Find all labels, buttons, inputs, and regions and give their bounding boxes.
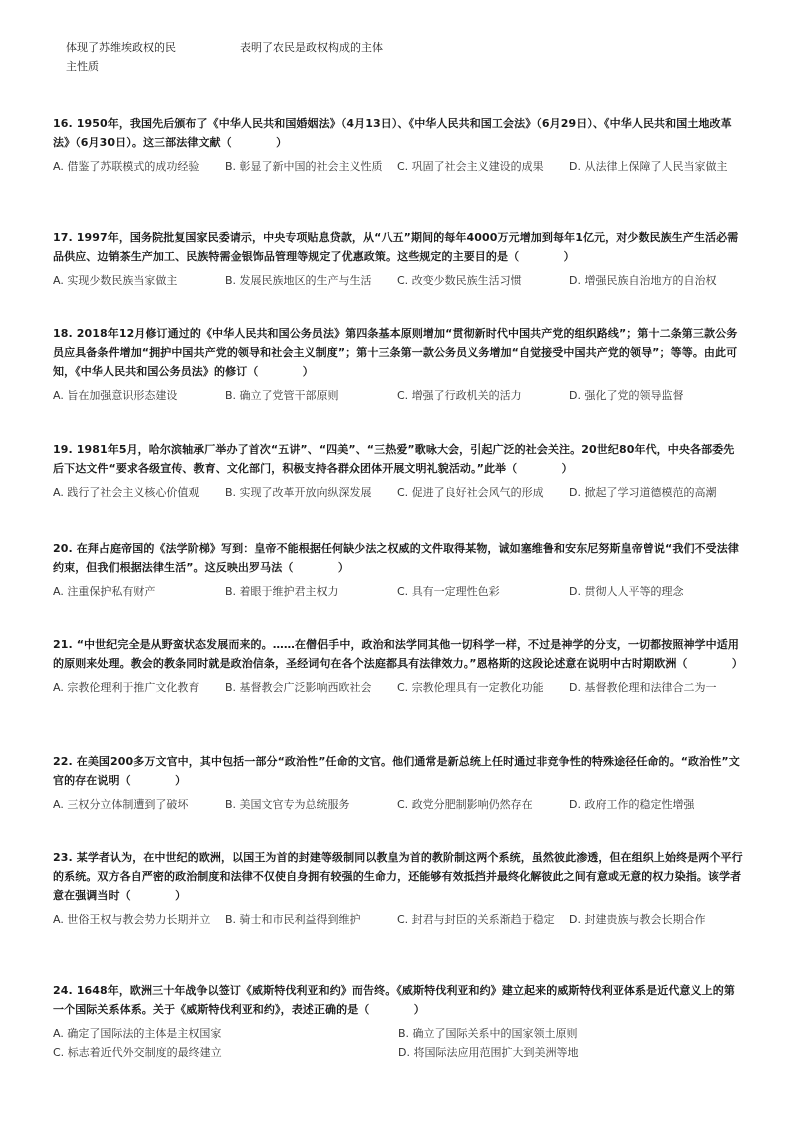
option-text: 发展民族地区的生产与生活 — [239, 274, 372, 287]
option-text: 确立了党管干部原则 — [239, 389, 339, 402]
option-text: 基督教伦理和法律合二为一 — [584, 681, 717, 694]
option-letter: A. — [53, 585, 68, 598]
question-stem: 16. 1950年，我国先后颁布了《中华人民共和国婚姻法》（4月13日）、《中华人民共和国工会法》（6月29日）、《中华人民共和国土地改革法》（6月30日）。这三部法律文献（ ） — [53, 117, 732, 149]
fragment-option-c: 体现了苏维埃政权的民主性质 — [66, 41, 176, 73]
option-letter: D. — [569, 798, 585, 811]
option-letter: D. — [398, 1046, 414, 1059]
question-22 — [53, 752, 743, 814]
option-b[interactable] — [225, 484, 397, 502]
option-c[interactable] — [397, 484, 569, 502]
option-letter: B. — [225, 585, 240, 598]
options — [53, 583, 743, 601]
options — [53, 484, 743, 502]
option-text: 增强民族自治地方的自治权 — [584, 274, 717, 287]
option-a[interactable] — [53, 272, 225, 290]
option-text: 确定了国际法的主体是主权国家 — [67, 1027, 222, 1040]
option-text: 确立了国际关系中的国家领土原则 — [412, 1027, 578, 1040]
question-stem: 20. 在拜占庭帝国的《法学阶梯》写到：皇帝不能根据任何缺少法之权威的文件取得某物，诚如塞维鲁和安东尼努斯皇帝曾说“我们不受法律约束，但我们根据法律生活”。这反映出罗马法（ ） — [53, 542, 739, 574]
option-text: 封君与封臣的关系渐趋于稳定 — [411, 913, 555, 926]
option-d[interactable] — [569, 484, 743, 502]
option-text: 改变少数民族生活习惯 — [411, 274, 522, 287]
option-b[interactable] — [225, 158, 397, 176]
option-c[interactable] — [397, 911, 569, 929]
options — [53, 158, 743, 176]
option-c[interactable] — [53, 1044, 398, 1062]
option-letter: B. — [398, 1027, 413, 1040]
option-letter: D. — [569, 913, 585, 926]
option-d[interactable] — [569, 679, 743, 697]
option-d[interactable] — [569, 387, 743, 405]
option-text: 实现了改革开放向纵深发展 — [239, 486, 372, 499]
option-letter: D. — [569, 486, 585, 499]
option-d[interactable] — [398, 1044, 743, 1062]
option-a[interactable] — [53, 911, 225, 929]
option-letter: B. — [225, 160, 240, 173]
question-stem: 17. 1997年，国务院批复国家民委请示，中央专项贴息贷款，从“八五”期间的每年4000万元增加到每年1亿元，对少数民族生产生活必需品供应、边销茶生产加工、民族特需金银饰品管理等规定了优惠政策。这些规定的主要目的是（ ） — [53, 231, 739, 263]
question-stem: 24. 1648年，欧洲三十年战争以签订《威斯特伐利亚和约》而告终。《威斯特伐利亚和约》建立起来的威斯特伐利亚体系是近代意义上的第一个国际关系体系。关于《威斯特伐利亚和约》，表述正确的是（ ） — [53, 984, 735, 1016]
option-letter: C. — [397, 585, 412, 598]
option-a[interactable] — [53, 583, 225, 601]
option-c[interactable] — [397, 679, 569, 697]
option-text: 促进了良好社会风气的形成 — [411, 486, 544, 499]
options — [53, 911, 743, 929]
option-letter: B. — [225, 274, 240, 287]
options — [53, 796, 743, 814]
option-d[interactable] — [569, 583, 743, 601]
option-text: 实现少数民族当家做主 — [67, 274, 178, 287]
question-18 — [53, 324, 743, 405]
option-text: 掀起了学习道德模范的高潮 — [584, 486, 717, 499]
option-text: 基督教会广泛影响西欧社会 — [239, 681, 372, 694]
option-c[interactable] — [397, 272, 569, 290]
question-stem: 23. 某学者认为，在中世纪的欧洲，以国王为首的封建等级制同以教皇为首的教阶制这两个系统，虽然彼此渗透，但在组织上始终是两个平行的系统。双方各自严密的政治制度和法律不仅使自身拥有较强的生命力，还能够有效抵挡并最终化解彼此之间有意或无意的权力染指。该学者意在强调当时（ ） — [53, 851, 743, 902]
option-letter: B. — [225, 798, 240, 811]
option-a[interactable] — [53, 796, 225, 814]
option-text: 着眼于维护君主权力 — [239, 585, 339, 598]
option-letter: B. — [225, 913, 240, 926]
option-text: 骑士和市民利益得到维护 — [239, 913, 361, 926]
option-b[interactable] — [225, 272, 397, 290]
option-c[interactable] — [397, 583, 569, 601]
option-a[interactable] — [53, 387, 225, 405]
option-text: 封建贵族与教会长期合作 — [584, 913, 706, 926]
question-24 — [53, 981, 743, 1062]
option-letter: B. — [225, 681, 240, 694]
option-a[interactable] — [53, 679, 225, 697]
option-d[interactable] — [569, 796, 743, 814]
option-text: 注重保护私有财产 — [67, 585, 156, 598]
option-letter: A. — [53, 274, 68, 287]
option-letter: C. — [397, 389, 412, 402]
question-stem: 19. 1981年5月，哈尔滨轴承厂举办了首次“五讲”、“四美”、“三热爱”歌咏大会，引起广泛的社会关注。20世纪80年代，中央各部委先后下达文件“要求各级宣传、教育、文化部门，积极支持各群众团体开展文明礼貌活动。”此举（ ） — [53, 443, 735, 475]
option-letter: D. — [569, 585, 585, 598]
options — [53, 1025, 743, 1062]
option-text: 具有一定理性色彩 — [411, 585, 500, 598]
option-letter: A. — [53, 1027, 68, 1040]
option-letter: C. — [397, 798, 412, 811]
option-letter: D. — [569, 274, 585, 287]
question-20 — [53, 539, 743, 601]
option-letter: D. — [569, 389, 585, 402]
question-17 — [53, 228, 743, 290]
question-stem: 22. 在美国200多万文官中，其中包括一部分“政治性”任命的文官。他们通常是新总统上任时通过非竞争性的特殊途径任命的。“政治性”文官的存在说明（ ） — [53, 755, 740, 787]
question-stem: 18. 2018年12月修订通过的《中华人民共和国公务员法》第四条基本原则增加“贯彻新时代中国共产党的组织路线”；第十二条第三款公务员应具备条件增加“拥护中国共产党的领导和社会主义制度”；第十三条第一款公务员义务增加“自觉接受中国共产党的领导”；等等。由此可知，《中华人民共和国公务员法》的修订（ ） — [53, 327, 738, 378]
options — [53, 387, 743, 405]
question-16 — [53, 114, 743, 176]
option-letter: D. — [569, 160, 585, 173]
option-text: 宗教伦理利于推广文化教育 — [67, 681, 200, 694]
option-c[interactable] — [397, 796, 569, 814]
option-text: 践行了社会主义核心价值观 — [67, 486, 200, 499]
option-c[interactable] — [397, 387, 569, 405]
option-text: 标志着近代外交制度的最终建立 — [67, 1046, 222, 1059]
option-letter: A. — [53, 389, 68, 402]
option-text: 将国际法应用范围扩大到美洲等地 — [413, 1046, 579, 1059]
option-a[interactable] — [53, 158, 225, 176]
options — [53, 272, 743, 290]
option-b[interactable] — [398, 1025, 743, 1043]
option-text: 三权分立体制遭到了破坏 — [67, 798, 189, 811]
option-text: 从法律上保障了人民当家做主 — [584, 160, 728, 173]
option-text: 彰显了新中国的社会主义性质 — [239, 160, 383, 173]
option-text: 贯彻人人平等的理念 — [584, 585, 684, 598]
option-letter: A. — [53, 160, 68, 173]
option-text: 政府工作的稳定性增强 — [584, 798, 695, 811]
option-text: 巩固了社会主义建设的成果 — [411, 160, 544, 173]
option-c[interactable] — [397, 158, 569, 176]
option-letter: C. — [397, 913, 412, 926]
option-b[interactable] — [225, 796, 397, 814]
option-letter: B. — [225, 389, 240, 402]
option-letter: C. — [397, 486, 412, 499]
option-letter: A. — [53, 681, 68, 694]
option-d[interactable] — [569, 911, 743, 929]
option-text: 美国文官专为总统服务 — [239, 798, 350, 811]
question-21 — [53, 635, 743, 697]
fragment-option-d: 表明了农民是政权构成的主体 — [240, 41, 383, 54]
option-letter: A. — [53, 798, 68, 811]
option-letter: C. — [397, 160, 412, 173]
question-19 — [53, 440, 743, 502]
option-letter: C. — [397, 274, 412, 287]
option-letter: D. — [569, 681, 585, 694]
option-d[interactable] — [569, 158, 743, 176]
option-letter: C. — [397, 681, 412, 694]
option-text: 增强了行政机关的活力 — [411, 389, 522, 402]
option-text: 旨在加强意识形态建设 — [67, 389, 178, 402]
option-b[interactable] — [225, 679, 397, 697]
option-letter: A. — [53, 913, 68, 926]
option-a[interactable] — [53, 1025, 398, 1043]
question-stem: 21. “中世纪完全是从野蛮状态发展而来的。……在僧侣手中，政治和法学同其他一切科学一样，不过是神学的分支，一切都按照神学中适用的原则来处理。教会的教条同时就是政治信条，圣经词句在各个法庭都具有法律效力。”恩格斯的这段论述意在说明中古时期欧洲（ ） — [53, 638, 744, 670]
option-text: 宗教伦理具有一定教化功能 — [411, 681, 544, 694]
option-text: 世俗王权与教会势力长期并立 — [67, 913, 211, 926]
option-b[interactable] — [225, 387, 397, 405]
option-b[interactable] — [225, 911, 397, 929]
options — [53, 679, 743, 697]
question-23 — [53, 848, 743, 929]
option-a[interactable] — [53, 484, 225, 502]
option-letter: A. — [53, 486, 68, 499]
option-text: 强化了党的领导监督 — [584, 389, 684, 402]
option-b[interactable] — [225, 583, 397, 601]
option-text: 政党分肥制影响仍然存在 — [411, 798, 533, 811]
option-letter: C. — [53, 1046, 68, 1059]
option-d[interactable] — [569, 272, 743, 290]
option-letter: B. — [225, 486, 240, 499]
option-text: 借鉴了苏联模式的成功经验 — [67, 160, 200, 173]
